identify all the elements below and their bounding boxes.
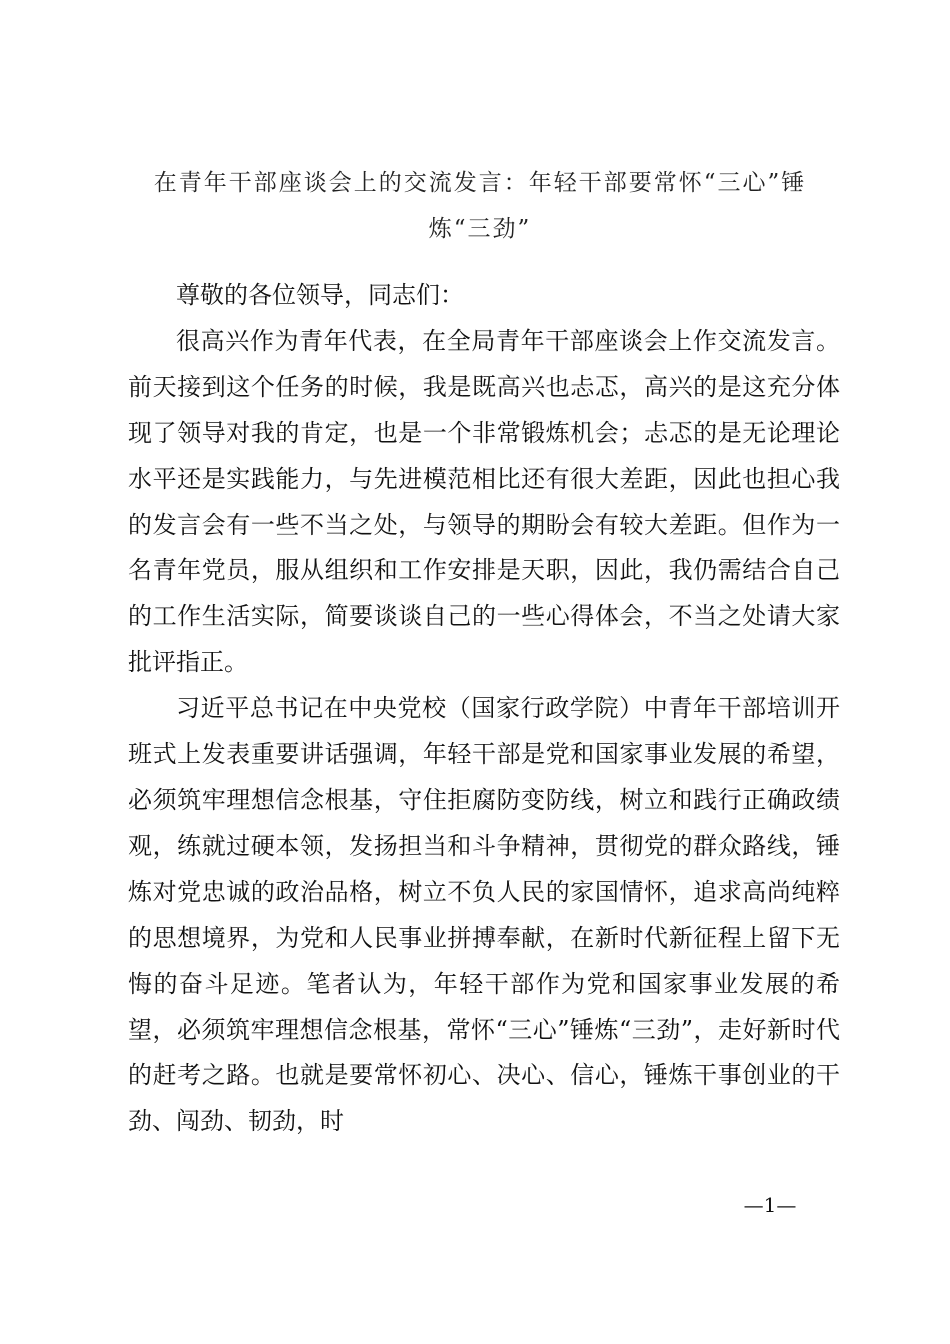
document-title: 在青年干部座谈会上的交流发言：年轻干部要常怀“三心”锤炼“三劲” (153, 170, 807, 242)
salutation: 尊敬的各位领导，同志们： (176, 281, 464, 309)
body-paragraph-1: 很高兴作为青年代表，在全局青年干部座谈会上作交流发言。前天接到这个任务的时候，我是既高兴也忐忑，高兴的是这充分体现了领导对我的肯定，也是一个非常锻炼机会；忐忑的是无论理论水平还是实践能力，与先进模范相比还有很大差距，因此也担心我的发言会有一些不当之处，与领导的期盼会有较大差距。但作为一名青年党员，服从组织和工作安排是天职，因此，我仍需结合自己的工作生活实际，简要谈谈自己的一些心得体会，不当之处请大家批评指正。 (128, 326, 840, 677)
document-body (128, 273, 840, 1145)
body-paragraph-2: 习近平总书记在中央党校（国家行政学院）中青年干部培训开班式上发表重要讲话强调，年轻干部是党和国家事业发展的希望，必须筑牢理想信念根基，守住拒腐防变防线，树立和践行正确政绩观，练就过硬本领，发扬担当和斗争精神，贯彻党的群众路线，锤炼对党忠诚的政治品格，树立不负人民的家国情怀，追求高尚纯粹的思想境界，为党和人民事业拼搏奉献，在新时代新征程上留下无悔的奋斗足迹。笔者认为，年轻干部作为党和国家事业发展的希望，必须筑牢理想信念根基，常怀“三心”锤炼“三劲”，走好新时代的赶考之路。也就是要常怀初心、决心、信心，锤炼干事创业的干劲、闯劲、韧劲，时 (128, 694, 840, 1136)
page-number: —1— (743, 1193, 797, 1217)
